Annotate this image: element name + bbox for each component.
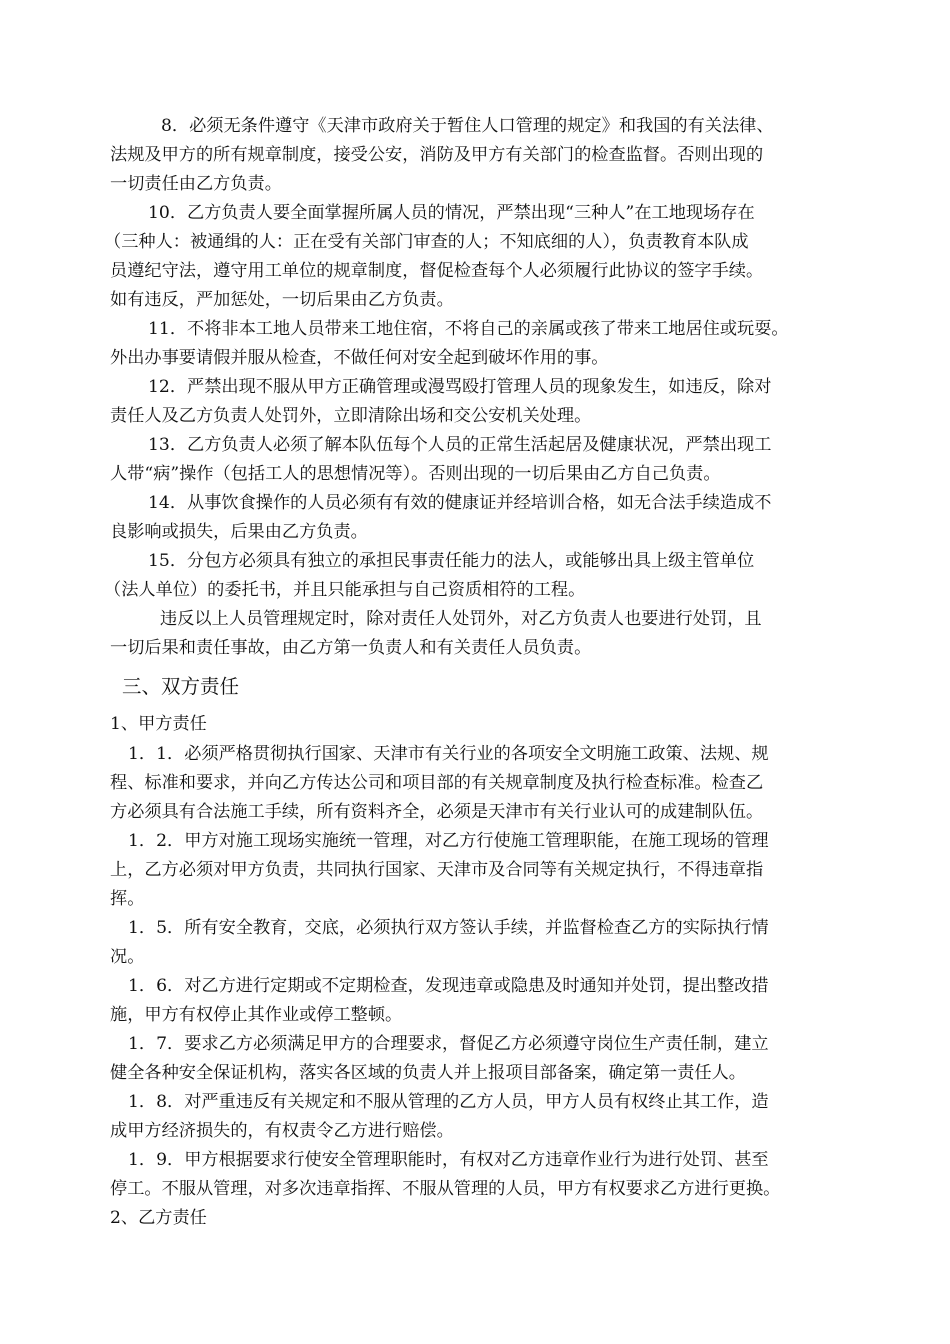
text-line: 10．乙方负责人要全面掌握所属人员的情况，严禁出现“三种人”在工地现场存在	[148, 203, 755, 223]
text-line: 良影响或损失，后果由乙方负责。	[110, 522, 368, 542]
text-line: 1．7．要求乙方必须满足甲方的合理要求，督促乙方必须遵守岗位生产责任制，建立	[128, 1034, 769, 1054]
text-line: 一切后果和责任事故，由乙方第一负责人和有关责任人员负责。	[110, 638, 592, 658]
subsection-heading: 2、乙方责任	[110, 1208, 207, 1228]
text-line: 一切责任由乙方负责。	[110, 174, 282, 194]
text-line: 员遵纪守法，遵守用工单位的规章制度，督促检查每个人必须履行此协议的签字手续。	[110, 261, 764, 281]
text-line: 外出办事要请假并服从检查，不做任何对安全起到破坏作用的事。	[110, 348, 609, 368]
text-line: 14．从事饮食操作的人员必须有有效的健康证并经培训合格，如无合法手续造成不	[148, 493, 772, 513]
text-line: 1．9．甲方根据要求行使安全管理职能时，有权对乙方违章作业行为进行处罚、甚至	[128, 1150, 769, 1170]
text-line: 违反以上人员管理规定时，除对责任人处罚外，对乙方负责人也要进行处罚，且	[160, 609, 762, 629]
text-line: （三种人：被通缉的人：正在受有关部门审查的人；不知底细的人），负责教育本队成	[104, 232, 749, 252]
text-line: 方必须具有合法施工手续，所有资料齐全，必须是天津市有关行业认可的成建制队伍。	[110, 802, 764, 822]
text-line: 挥。	[110, 889, 145, 909]
text-line: 停工。不服从管理，对多次违章指挥、不服从管理的人员，甲方有权要求乙方进行更换。	[110, 1179, 781, 1199]
text-line: 成甲方经济损失的，有权责令乙方进行赔偿。	[110, 1121, 454, 1141]
section-heading: 三、双方责任	[122, 675, 240, 698]
text-line: 15．分包方必须具有独立的承担民事责任能力的法人，或能够出具上级主管单位	[148, 551, 755, 571]
text-line: （法人单位）的委托书，并且只能承担与自己资质相符的工程。	[104, 580, 586, 600]
text-line: 1．8．对严重违反有关规定和不服从管理的乙方人员，甲方人员有权终止其工作，造	[128, 1092, 769, 1112]
text-line: 8．必须无条件遵守《天津市政府关于暂住人口管理的规定》和我国的有关法律、	[161, 116, 774, 136]
text-line: 11．不将非本工地人员带来工地住宿，不将自己的亲属或孩了带来工地居住或玩耍。	[148, 319, 789, 339]
text-line: 1．5．所有安全教育，交底，必须执行双方签认手续，并监督检查乙方的实际执行情	[128, 918, 769, 938]
text-line: 人带“病”操作（包括工人的思想情况等）。否则出现的一切后果由乙方自己负责。	[110, 464, 721, 484]
text-line: 责任人及乙方负责人处罚外，立即清除出场和交公安机关处理。	[110, 406, 592, 426]
text-line: 如有违反，严加惩处，一切后果由乙方负责。	[110, 290, 454, 310]
text-line: 1．1．必须严格贯彻执行国家、天津市有关行业的各项安全文明施工政策、法规、规	[128, 744, 769, 764]
text-line: 13．乙方负责人必须了解本队伍每个人员的正常生活起居及健康状况，严禁出现工	[148, 435, 772, 455]
text-line: 上，乙方必须对甲方负责，共同执行国家、天津市及合同等有关规定执行，不得违章指	[110, 860, 764, 880]
text-line: 法规及甲方的所有规章制度，接受公安，消防及甲方有关部门的检查监督。否则出现的	[110, 145, 764, 165]
text-line: 1．6．对乙方进行定期或不定期检查，发现违章或隐患及时通知并处罚，提出整改措	[128, 976, 769, 996]
subsection-heading: 1、甲方责任	[110, 714, 207, 734]
text-line: 1．2．甲方对施工现场实施统一管理，对乙方行使施工管理职能，在施工现场的管理	[128, 831, 769, 851]
text-line: 健全各种安全保证机构，落实各区域的负责人并上报项目部备案，确定第一责任人。	[110, 1063, 746, 1083]
text-line: 程、标准和要求，并向乙方传达公司和项目部的有关规章制度及执行检查标准。检查乙	[110, 773, 764, 793]
text-line: 12．严禁出现不服从甲方正确管理或漫骂殴打管理人员的现象发生，如违反，除对	[148, 377, 772, 397]
text-line: 施，甲方有权停止其作业或停工整顿。	[110, 1005, 403, 1025]
text-line: 况。	[110, 947, 145, 967]
